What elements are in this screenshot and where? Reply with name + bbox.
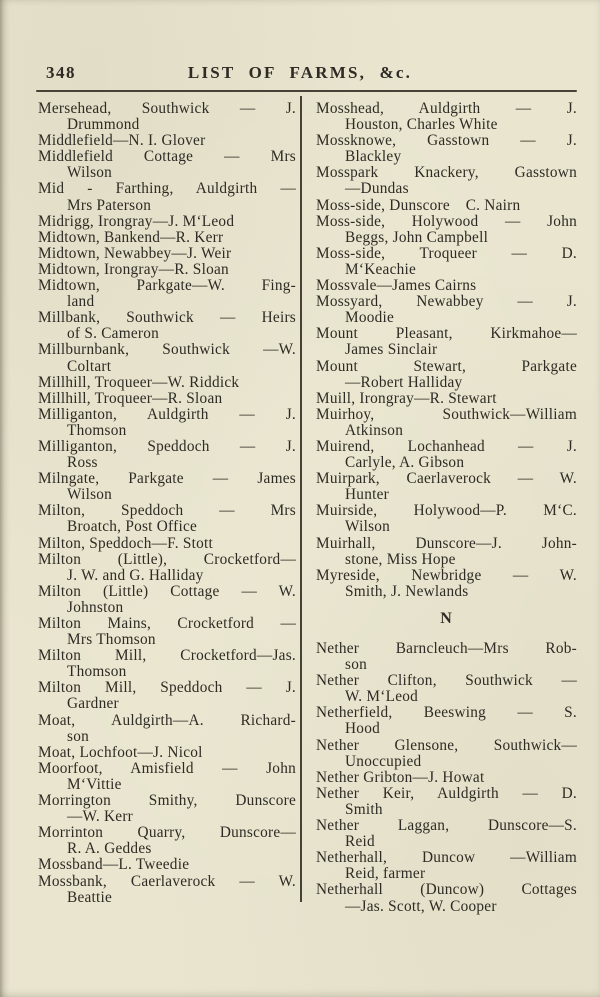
entry-line: Millbank, Southwick — Heirs <box>38 309 296 327</box>
farm-entry <box>38 391 296 407</box>
entry-line: Thomson <box>67 421 127 439</box>
farm-entry <box>316 407 577 439</box>
entry-line: Reid, farmer <box>345 865 426 883</box>
entry-line: —Robert Halliday <box>345 373 463 391</box>
entry-line: Midtown, Bankend—R. Kerr <box>38 228 224 246</box>
farm-entry <box>38 825 296 857</box>
entry-line: Muirside, Holywood—P. M‘C. <box>316 502 577 520</box>
entry-line: —Jas. Scott, W. Cooper <box>345 897 497 915</box>
farm-entry <box>316 198 577 214</box>
farm-entry <box>38 230 296 246</box>
entry-line: Morrington Smithy, Dunscore <box>38 792 296 810</box>
entry-line: Reid <box>345 833 375 851</box>
farm-entry <box>316 568 577 600</box>
entry-line: —W. Kerr <box>67 808 134 826</box>
entry-line: J. W. and G. Halliday <box>67 566 204 584</box>
entry-line: Milton (Little), Crocketford— <box>38 550 296 568</box>
farm-entry <box>38 793 296 825</box>
entry-line: Drummond <box>67 116 140 134</box>
entry-line: Milton, Speddoch — Mrs <box>38 502 296 520</box>
entry-line: Milton Mains, Crocketford — <box>38 615 296 632</box>
farm-entry <box>38 149 296 181</box>
farm-entry <box>38 552 296 584</box>
entry-line: Unoccupied <box>345 752 422 770</box>
entry-line: Moat, Auldgirth—A. Richard- <box>38 711 296 729</box>
header-rule <box>36 90 577 92</box>
farm-entry <box>38 471 296 503</box>
entry-line: Johnston <box>67 598 124 616</box>
entry-line: Moss-side, Holywood — John <box>316 212 577 230</box>
entry-line: stone, Miss Hope <box>345 550 456 568</box>
farm-entry <box>38 616 296 648</box>
entry-line: Smith <box>345 800 383 818</box>
page-number: 348 <box>46 63 76 82</box>
entry-line: Muirpark, Caerlaverock — W. <box>316 470 577 488</box>
entry-line: Moorfoot, Amisfield — John <box>38 759 296 777</box>
entry-line: Netherfield, Beeswing — S. <box>316 704 577 722</box>
farm-entry <box>38 181 296 213</box>
entry-line: Myreside, Newbridge — W. <box>316 566 577 584</box>
farm-entry <box>38 713 296 745</box>
farm-entry <box>38 246 296 262</box>
farm-entry <box>316 278 577 294</box>
entry-line: Mosspark Knackery, Gasstown <box>316 164 577 182</box>
entry-line: Nether Glensone, Southwick— <box>316 736 577 754</box>
entry-line: Millhill, Troqueer—R. Sloan <box>38 389 223 407</box>
entry-line: Nether Gribton—J. Howat <box>316 768 485 786</box>
entry-line: Mossyard, Newabbey — J. <box>316 293 577 311</box>
entry-line: —Dundas <box>345 180 409 198</box>
entry-line: Muill, Irongray—R. Stewart <box>316 389 497 407</box>
farm-entry <box>316 770 577 786</box>
farm-entry <box>38 503 296 535</box>
farm-entry <box>38 857 296 873</box>
entry-line: Milton (Little) Cottage — W. <box>38 582 296 600</box>
entry-line: Beggs, John Campbell <box>345 228 489 246</box>
entry-line: Broatch, Post Office <box>67 518 198 536</box>
entry-line: Middlefield—N. I. Glover <box>38 132 206 150</box>
entry-line: Mersehead, Southwick — J. <box>38 100 296 117</box>
entry-line: Moat, Lochfoot—J. Nicol <box>38 743 203 761</box>
entry-line: Milton Mill, Speddoch — J. <box>38 679 296 697</box>
farm-entry <box>316 326 577 358</box>
entry-line: Thomson <box>67 663 127 681</box>
entry-line: Hood <box>345 720 380 738</box>
farm-entry <box>38 407 296 439</box>
entry-line: Moss-side, Troqueer — D. <box>316 244 577 262</box>
entry-line: Muirend, Lochanhead — J. <box>316 437 577 455</box>
entry-line: Millhill, Troqueer—W. Riddick <box>38 373 240 391</box>
entry-line: Blackley <box>345 148 402 166</box>
farm-entry <box>38 680 296 712</box>
farm-entry <box>316 133 577 165</box>
entry-line: son <box>345 656 367 674</box>
entry-line: Ross <box>67 454 98 472</box>
entry-line: Wilson <box>345 518 391 536</box>
left-column <box>38 101 296 906</box>
entry-line: Milton Mill, Crocketford—Jas. <box>38 647 296 665</box>
farm-entry <box>316 673 577 705</box>
entry-line: Wilson <box>67 164 113 182</box>
entry-line: son <box>67 727 89 745</box>
entry-line: Atkinson <box>345 421 404 439</box>
entry-line: Mount Stewart, Parkgate <box>316 357 577 375</box>
farm-entry <box>38 310 296 342</box>
entry-line: Coltart <box>67 357 112 375</box>
entry-line: W. M‘Leod <box>345 688 419 706</box>
farm-entry <box>316 101 577 133</box>
farm-entry <box>316 503 577 535</box>
farm-entry <box>38 342 296 374</box>
section-heading: N <box>440 609 453 627</box>
entry-line: Mossband—L. Tweedie <box>38 856 190 874</box>
entry-line: James Sinclair <box>345 341 438 359</box>
entry-line: Carlyle, A. Gibson <box>345 454 465 472</box>
entry-line: R. A. Geddes <box>67 840 152 858</box>
entry-line: Mount Pleasant, Kirkmahoe— <box>316 325 577 343</box>
entry-line: Moodie <box>345 309 395 327</box>
page-title: LIST OF FARMS, &c. <box>187 63 413 82</box>
farm-entry <box>316 786 577 818</box>
entry-line: M‘Vittie <box>67 775 122 793</box>
entry-line: Millburnbank, Southwick —W. <box>38 341 296 359</box>
farm-entry <box>316 439 577 471</box>
farm-entry <box>38 745 296 761</box>
entry-line: Morrinton Quarry, Dunscore— <box>38 824 296 842</box>
farm-entry <box>38 536 296 552</box>
farm-entry <box>316 471 577 503</box>
entry-line: Netherhall, Duncow —William <box>316 849 577 867</box>
entry-line: Mossknowe, Gasstown — J. <box>316 132 577 150</box>
farm-entry <box>316 536 577 568</box>
farm-entry <box>316 641 577 673</box>
entry-line: Hunter <box>345 486 389 504</box>
farm-entry <box>316 246 577 278</box>
entry-line: Netherhall (Duncow) Cottages <box>316 881 577 899</box>
entry-line: Milliganton, Auldgirth — J. <box>38 405 296 423</box>
farm-entry <box>316 818 577 850</box>
entry-line: M‘Keachie <box>345 260 417 278</box>
entry-line: Milngate, Parkgate — James <box>38 470 296 488</box>
entry-line: Milton, Speddoch—F. Stott <box>38 534 214 552</box>
farm-entry <box>316 359 577 391</box>
entry-line: Mrs Paterson <box>67 196 152 214</box>
farm-entry <box>316 882 577 914</box>
farm-entry <box>316 705 577 737</box>
farm-entry <box>38 439 296 471</box>
farm-entry <box>38 874 296 906</box>
entry-line: Milliganton, Speddoch — J. <box>38 437 296 455</box>
farm-entry <box>38 262 296 278</box>
entry-line: Gardner <box>67 695 119 713</box>
entry-line: Nether Laggan, Dunscore—S. <box>316 817 577 835</box>
right-column <box>316 101 577 915</box>
entry-line: Midtown, Newabbey—J. Weir <box>38 244 232 262</box>
entry-line: Mossvale—James Cairns <box>316 277 477 295</box>
farm-entry <box>38 375 296 391</box>
entry-line: land <box>67 293 95 311</box>
farm-entry <box>316 165 577 197</box>
farm-entry <box>38 214 296 230</box>
entry-line: Midrigg, Irongray—J. M‘Leod <box>38 212 235 230</box>
entry-line: Mossbank, Caerlaverock — W. <box>38 872 296 890</box>
farm-entry <box>38 278 296 310</box>
entry-line: Midtown, Parkgate—W. Fing- <box>38 277 296 295</box>
entry-line: Muirhall, Dunscore—J. John- <box>316 534 577 552</box>
entry-line: Nether Keir, Auldgirth — D. <box>316 784 577 802</box>
column-divider-rule <box>300 96 302 902</box>
entry-line: Nether Clifton, Southwick — <box>316 672 577 690</box>
entry-line: Midtown, Irongray—R. Sloan <box>38 260 229 278</box>
farm-entry <box>316 391 577 407</box>
farm-entry <box>38 648 296 680</box>
entry-line: Mosshead, Auldgirth — J. <box>316 100 577 117</box>
entry-line: Mrs Thomson <box>67 631 156 649</box>
entry-line: Wilson <box>67 486 113 504</box>
farm-entry <box>38 584 296 616</box>
farm-entry <box>316 214 577 246</box>
entry-line: Moss-side, Dunscore C. Nairn <box>316 196 521 214</box>
entry-line: Houston, Charles White <box>345 116 498 134</box>
farm-entry <box>316 850 577 882</box>
entry-line: Mid - Farthing, Auldgirth — <box>38 180 296 198</box>
entry-line: Beattie <box>67 888 113 906</box>
farm-entry <box>316 738 577 770</box>
farm-entry <box>38 761 296 793</box>
farm-entry <box>38 133 296 149</box>
entry-line: Smith, J. Newlands <box>345 582 469 600</box>
entry-line: of S. Cameron <box>67 325 160 343</box>
entry-line: Middlefield Cottage — Mrs <box>38 148 296 166</box>
entry-line: Muirhoy, Southwick—William <box>316 405 577 423</box>
farm-entry <box>316 294 577 326</box>
farm-entry <box>38 101 296 133</box>
entry-line: Nether Barncleuch—Mrs Rob- <box>316 640 577 657</box>
